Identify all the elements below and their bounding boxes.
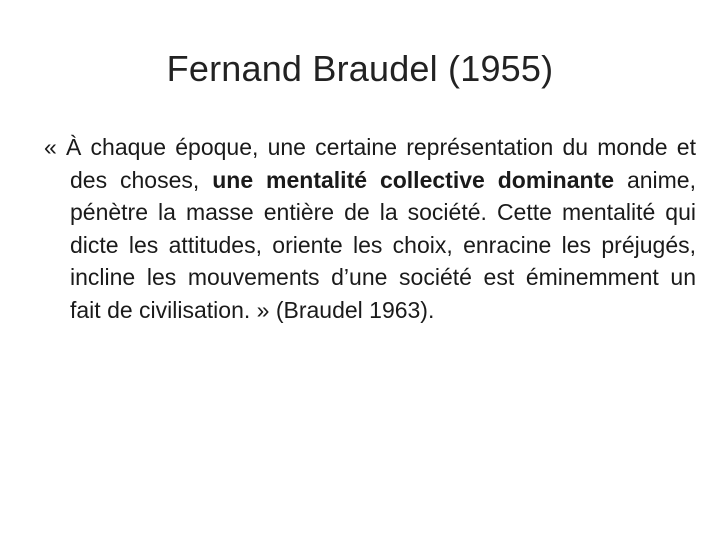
quote-text-end: anime, pénètre la masse entière de la société. Cette mentalité qui dicte les attitudes, oriente les choix, enracine les préjugés, incline les mouvements d’une société est éminemment un fait de civilisation. » (Braudel 1963). <box>70 166 696 323</box>
quote-paragraph <box>44 131 696 327</box>
quote-text-start: « À chaque époque, une certaine représentation du monde et des choses, <box>44 134 696 193</box>
slide-title: Fernand Braudel (1955) <box>166 48 554 89</box>
quote-emphasis: une mentalité collective dominante <box>212 166 615 193</box>
